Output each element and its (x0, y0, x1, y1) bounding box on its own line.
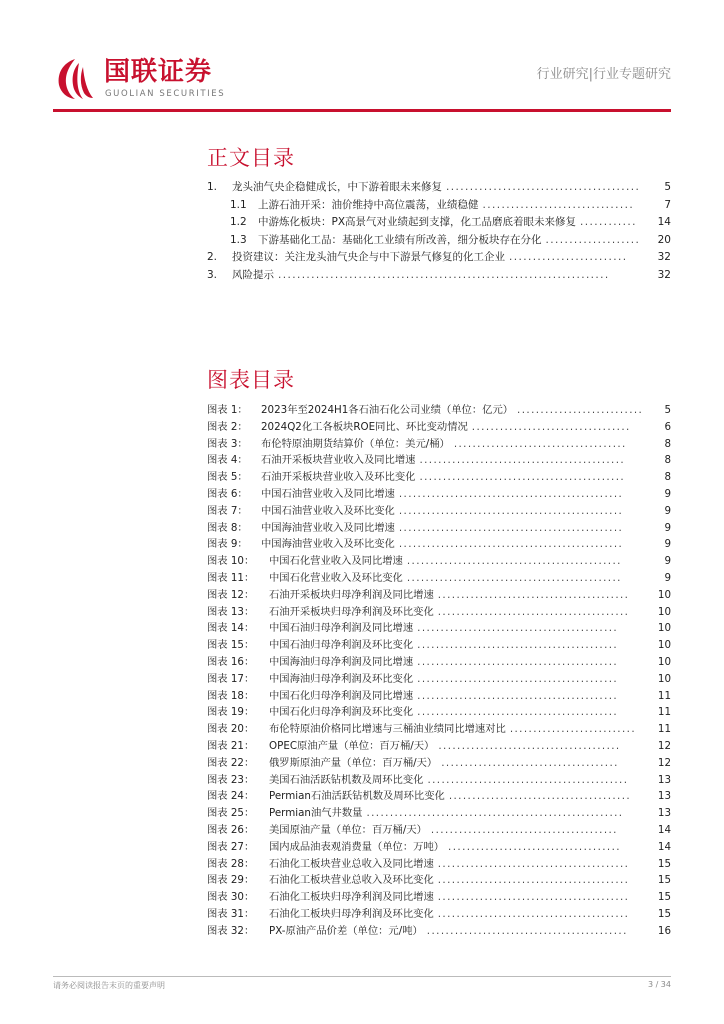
toc-entry-leader-dots: ................................ (482, 198, 635, 211)
figure-entry-page: 8 (664, 471, 671, 484)
figure-entry[interactable] (207, 755, 671, 772)
figure-entry-page: 10 (657, 639, 671, 652)
figure-entry-number: 图表 1： (207, 404, 248, 416)
figure-entry[interactable] (207, 839, 671, 856)
figure-entry-leader-dots: .............................................. (406, 571, 622, 584)
figure-entry-number: 图表 20： (207, 723, 255, 736)
figure-entry[interactable] (207, 637, 671, 654)
figure-entry-page: 9 (664, 504, 671, 517)
figure-entry-text: 中国石化归母净利润及环比变化 (269, 706, 414, 719)
figure-entry[interactable] (207, 856, 671, 873)
figure-entry[interactable] (207, 721, 671, 738)
figure-entry-page: 14 (657, 823, 671, 836)
figure-entry-text: Permian油气井数量 (269, 807, 363, 820)
toc-entry-text: 投资建议：关注龙头油气央企与中下游景气修复的化工企业 (232, 251, 505, 263)
figure-entry-number: 图表 13： (207, 605, 255, 618)
figure-entry-leader-dots: ........................................... (417, 706, 619, 719)
figure-entry-page: 8 (664, 454, 671, 467)
figure-entry-page: 9 (664, 538, 671, 551)
figure-entry-number: 图表 28： (207, 857, 255, 870)
figure-entry[interactable] (207, 620, 671, 637)
toc-entry[interactable] (207, 214, 671, 232)
toc-entry-page: 7 (664, 198, 671, 211)
figure-entry-page: 13 (657, 807, 671, 820)
figure-entry-leader-dots: ........................................... (417, 622, 619, 635)
figure-entry-page: 6 (664, 420, 671, 433)
figure-entry-text: 美国原油产量（单位：百万桶/天） (269, 823, 427, 836)
toc-entry-number: 1. (207, 181, 218, 193)
figure-entry-text: 石油开采板块营业收入及同比增速 (261, 454, 416, 467)
toc-title: 正文目录 (207, 146, 295, 170)
figure-entry-number: 图表 22： (207, 756, 255, 769)
figure-entry-page: 12 (657, 756, 671, 769)
figure-entry-text: 石油化工板块归母净利润及同比增速 (269, 891, 434, 904)
page-header (0, 0, 724, 115)
figure-entry[interactable] (207, 553, 671, 570)
figure-entry-leader-dots: ......................................... (437, 857, 630, 870)
figure-entry-text: 国内成品油表观消费量（单位：万吨） (269, 840, 445, 853)
figure-entry[interactable] (207, 536, 671, 553)
figure-entry-leader-dots: ........................................... (426, 924, 628, 937)
toc-entry-leader-dots: ......................... (509, 251, 628, 263)
figure-entry-leader-dots: ..................................... (448, 840, 621, 853)
figure-entry-page: 10 (657, 588, 671, 601)
figure-entry[interactable] (207, 570, 671, 587)
figure-entry-number: 图表 10： (207, 555, 255, 568)
figure-entry-leader-dots: ......................................... (437, 891, 630, 904)
figure-entry-leader-dots: ................................................ (398, 487, 624, 500)
figure-entry[interactable] (207, 419, 671, 436)
toc-entry-number: 1.1 (230, 198, 247, 211)
figure-entry-text: 石油开采板块营业收入及环比变化 (261, 471, 416, 484)
figure-entry-text: 中国石油归母净利润及同比增速 (269, 622, 414, 635)
figure-entry-text: 中国石化营业收入及环比变化 (269, 571, 403, 584)
figure-entry-number: 图表 26： (207, 823, 255, 836)
figure-entry-number: 图表 18： (207, 689, 255, 702)
figure-entry[interactable] (207, 906, 671, 923)
figure-entry-leader-dots: ....................................... (448, 790, 632, 803)
figure-entry[interactable] (207, 788, 671, 805)
figure-entry-text: 中国海油归母净利润及环比变化 (269, 672, 414, 685)
toc-entry[interactable] (207, 179, 671, 197)
toc-entry-text: 风险提示 (232, 268, 274, 281)
figure-entry-number: 图表 3： (207, 437, 248, 450)
figure-entry-number: 图表 8： (207, 521, 248, 534)
figures-title: 图表目录 (207, 368, 295, 392)
toc-entry-leader-dots: ...................................................................... (278, 268, 610, 281)
figure-entry-page: 15 (657, 874, 671, 887)
figure-entry-page: 9 (664, 555, 671, 568)
figure-entry-text: 中国石油归母净利润及环比变化 (269, 639, 414, 652)
toc-entry-leader-dots: ............ (580, 216, 637, 228)
toc-entry-number: 2. (207, 251, 218, 263)
figure-entry-page: 9 (664, 571, 671, 584)
figure-entry-number: 图表 15： (207, 639, 255, 652)
figure-entry-number: 图表 29： (207, 874, 255, 887)
figure-entry-number: 图表 27： (207, 840, 255, 853)
figure-entry-leader-dots: ........................................... (417, 655, 619, 668)
figure-entry-number: 图表 31： (207, 907, 255, 920)
figure-entry[interactable] (207, 604, 671, 621)
figure-entry-page: 11 (657, 706, 671, 719)
figure-entry-page: 15 (657, 891, 671, 904)
header-divider (53, 109, 671, 112)
figure-entry[interactable] (207, 486, 671, 503)
figure-entry-number: 图表 4： (207, 454, 248, 467)
figure-entry[interactable] (207, 822, 671, 839)
toc-entry-page: 32 (657, 251, 671, 263)
figure-entry-page: 10 (657, 672, 671, 685)
figure-entry-text: 中国石化归母净利润及同比增速 (269, 689, 414, 702)
figure-entry-leader-dots: ................................................ (398, 538, 624, 551)
figure-entry-page: 8 (664, 437, 671, 450)
figure-entry[interactable] (207, 452, 671, 469)
figure-entry-text: 中国石油营业收入及同比增速 (261, 487, 395, 500)
figure-entry-text: 俄罗斯原油产量（单位：百万桶/天） (269, 756, 438, 769)
figure-entry-page: 5 (664, 404, 671, 416)
toc-entry[interactable] (207, 197, 671, 215)
figure-entry-number: 图表 9： (207, 538, 248, 551)
toc-entry[interactable] (207, 249, 671, 267)
figure-entry-number: 图表 24： (207, 790, 255, 803)
toc-entry-leader-dots: ......................................... (446, 181, 641, 193)
figure-entry-leader-dots: ....................................... (438, 739, 621, 752)
figure-entry-page: 9 (664, 487, 671, 500)
figure-entry-leader-dots: ........................................... (417, 672, 619, 685)
figure-entry-number: 图表 23： (207, 773, 255, 786)
figure-entry-leader-dots: ......................................... (437, 874, 630, 887)
toc-entry[interactable] (207, 232, 671, 250)
figure-entry-text: 石油化工板块归母净利润及环比变化 (269, 907, 434, 920)
figure-entry[interactable] (207, 738, 671, 755)
figure-entry[interactable] (207, 889, 671, 906)
figure-entry-number: 图表 11： (207, 571, 255, 584)
figure-entry-leader-dots: ...................................... (441, 756, 619, 769)
figure-entry-leader-dots: ................................................ (398, 521, 624, 534)
figure-entry-leader-dots: ................................................ (398, 504, 624, 517)
figure-entry-leader-dots: ........................... (517, 404, 644, 416)
figure-entry-page: 15 (657, 857, 671, 870)
toc-entry-text: 中游炼化板块：PX高景气对业绩起到支撑，化工品磨底着眼未来修复 (258, 216, 577, 228)
toc-entry-number: 1.2 (230, 216, 247, 228)
figure-entry[interactable] (207, 469, 671, 486)
toc-entry-page: 14 (657, 216, 671, 228)
figure-entry-page: 14 (657, 840, 671, 853)
figure-entry-text: 中国石油营业收入及环比变化 (261, 504, 395, 517)
figure-entry-leader-dots: ........................................... (417, 689, 619, 702)
figure-entry-text: 中国海油营业收入及同比增速 (261, 521, 395, 534)
figure-entry-page: 9 (664, 521, 671, 534)
figure-entry[interactable] (207, 503, 671, 520)
figure-entry-page: 12 (657, 739, 671, 752)
figure-entry-number: 图表 19： (207, 706, 255, 719)
figure-entry-number: 图表 12： (207, 588, 255, 601)
figure-entry-number: 图表 21： (207, 739, 255, 752)
toc-entry-text: 下游基础化工品：基础化工业绩有所改善，细分板块存在分化 (258, 233, 542, 246)
figure-entry-page: 13 (657, 790, 671, 803)
figure-entry-leader-dots: .............................................. (406, 555, 622, 568)
figure-entry-text: 石油开采板块归母净利润及同比增速 (269, 588, 434, 601)
figure-entry[interactable] (207, 654, 671, 671)
footer-divider (53, 976, 671, 977)
figure-entry-number: 图表 25： (207, 807, 255, 820)
figure-entry-leader-dots: ......................................... (437, 588, 630, 601)
figure-entry-page: 10 (657, 605, 671, 618)
report-category: 行业研究|行业专题研究 (536, 67, 671, 82)
figure-entry-number: 图表 32： (207, 924, 255, 937)
figure-entry[interactable] (207, 704, 671, 721)
toc-entry-page: 20 (657, 233, 671, 246)
figure-entry-number: 图表 17： (207, 672, 255, 685)
figure-entry-number: 图表 30： (207, 891, 255, 904)
figure-entry-text: 中国石化营业收入及同比增速 (269, 555, 403, 568)
figure-entry-page: 16 (657, 924, 671, 937)
toc-entry-page: 5 (664, 181, 671, 193)
figure-entry-text: 2024Q2化工各板块ROE同比、环比变动情况 (261, 420, 468, 433)
figure-entry[interactable] (207, 436, 671, 453)
figure-entry-text: 布伦特原油价格同比增速与三桶油业绩同比增速对比 (269, 723, 506, 736)
figure-entry-leader-dots: ........................................... (427, 773, 629, 786)
figure-entry-leader-dots: ............................................ (419, 471, 626, 484)
figure-entry-leader-dots: ....................................................... (366, 807, 624, 820)
figure-entry-number: 图表 7： (207, 504, 248, 517)
figure-entry-leader-dots: ........................... (509, 723, 637, 736)
figure-entry[interactable] (207, 587, 671, 604)
figure-entry-text: 2023年至2024H1各石油石化公司业绩（单位：亿元） (261, 404, 514, 416)
figure-entry-text: 石油开采板块归母净利润及环比变化 (269, 605, 434, 618)
toc-list (207, 179, 671, 284)
figure-entry-text: 中国海油归母净利润及同比增速 (269, 655, 414, 668)
figure-entry-text: 布伦特原油期货结算价（单位：美元/桶） (261, 437, 450, 450)
figure-entry[interactable] (207, 671, 671, 688)
toc-entry-page: 32 (657, 268, 671, 281)
brand-name-english: GUOLIAN SECURITIES (105, 89, 226, 99)
figure-entry-leader-dots: ......................................... (437, 907, 630, 920)
figure-entry-text: OPEC原油产量（单位：百万桶/天） (269, 739, 435, 752)
figure-entry[interactable] (207, 520, 671, 537)
toc-entry-number: 1.3 (230, 233, 247, 246)
figure-entry-text: 美国石油活跃钻机数及周环比变化 (269, 773, 424, 786)
figure-entry-leader-dots: ..................................... (453, 437, 627, 450)
page-number: 3 / 34 (647, 980, 671, 989)
figure-entry-number: 图表 5： (207, 471, 248, 484)
figure-entry-leader-dots: ........................................... (417, 639, 619, 652)
toc-entry[interactable] (207, 267, 671, 285)
toc-entry-text: 上游石油开采：油价维持中高位震荡，业绩稳健 (258, 198, 479, 211)
figure-entry[interactable] (207, 772, 671, 789)
figure-entry-page: 10 (657, 655, 671, 668)
figure-entry-number: 图表 6： (207, 487, 248, 500)
figure-entry-leader-dots: .................................. (471, 420, 631, 433)
figure-entry-page: 15 (657, 907, 671, 920)
figure-entry[interactable] (207, 402, 671, 419)
figure-entry-page: 10 (657, 622, 671, 635)
figure-entry-text: 石油化工板块营业总收入及同比增速 (269, 857, 434, 870)
figure-entry[interactable] (207, 805, 671, 822)
figure-entry-number: 图表 2： (207, 420, 248, 433)
figure-entry-number: 图表 14： (207, 622, 255, 635)
figure-entry-page: 13 (657, 773, 671, 786)
figure-entry-page: 11 (657, 723, 671, 736)
figure-entry-text: Permian石油活跃钻机数及周环比变化 (269, 790, 445, 803)
figures-list (207, 402, 671, 940)
figure-entry[interactable] (207, 688, 671, 705)
figure-entry-leader-dots: ........................................ (430, 823, 618, 836)
toc-entry-leader-dots: .................... (545, 233, 641, 246)
figure-entry-number: 图表 16： (207, 655, 255, 668)
figure-entry-leader-dots: ............................................ (419, 454, 626, 467)
figure-entry-text: PX-原油产品价差（单位：元/吨） (269, 924, 423, 937)
figure-entry[interactable] (207, 872, 671, 889)
figure-entry-page: 11 (657, 689, 671, 702)
guolian-logo-icon (53, 57, 97, 101)
figure-entry-text: 石油化工板块营业总收入及环比变化 (269, 874, 434, 887)
figure-entry[interactable] (207, 923, 671, 940)
toc-entry-text: 龙头油气央企稳健成长，中下游着眼未来修复 (232, 181, 442, 193)
figure-entry-text: 中国海油营业收入及环比变化 (261, 538, 395, 551)
toc-entry-number: 3. (207, 268, 218, 281)
figure-entry-leader-dots: ......................................... (437, 605, 630, 618)
footer-disclaimer: 请务必阅读报告末页的重要声明 (53, 981, 165, 990)
brand-name: 国联证券 (104, 57, 213, 87)
